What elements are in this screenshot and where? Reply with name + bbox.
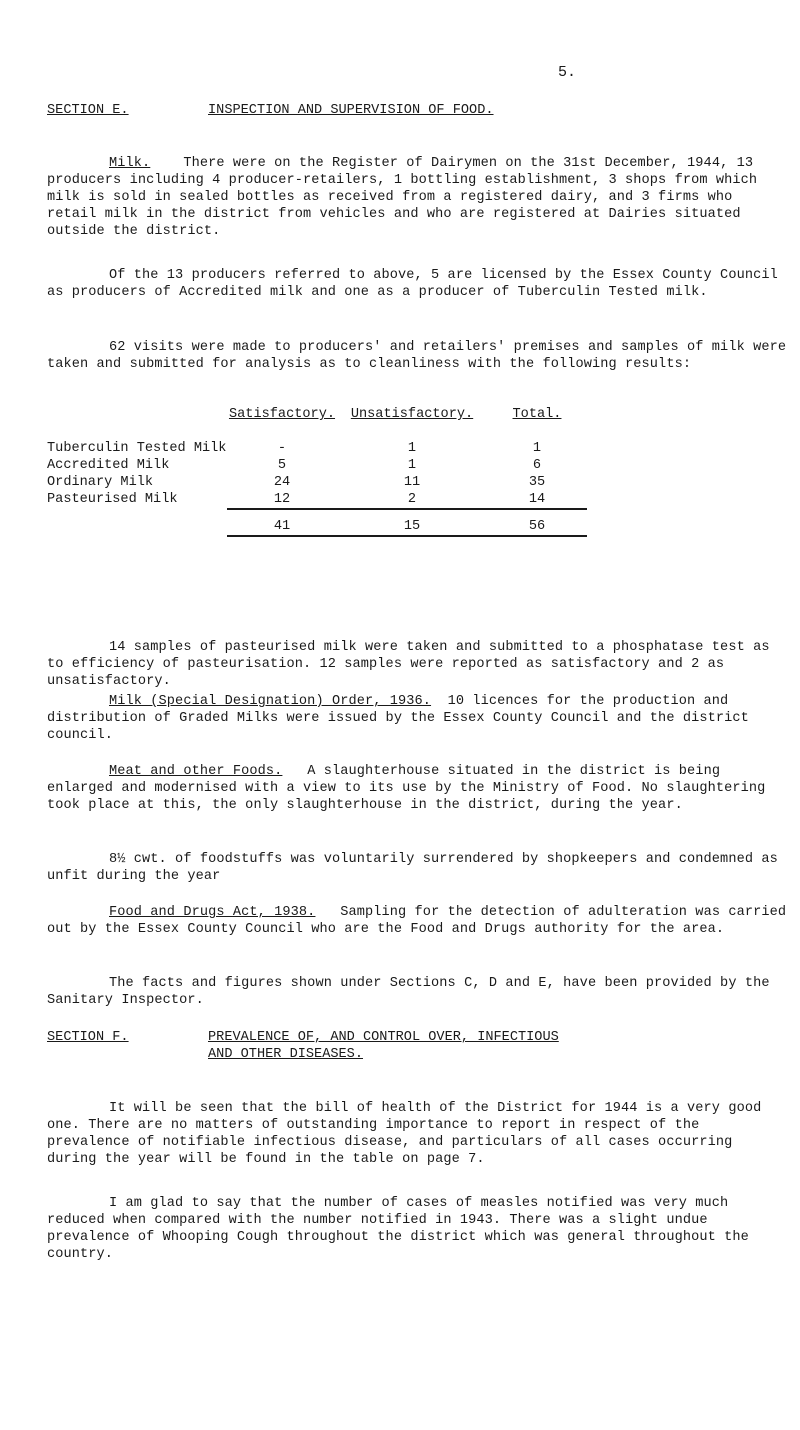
health-paragraph: It will be seen that the bill of health of the District for 1944 is a very good one. There are no matters of outstanding importance to report in respect of the prevalence of notifiable infectious disease, and particulars of all cases occurring during the year will be found in the table on page 7. <box>47 1101 762 1167</box>
table-row <box>47 457 587 474</box>
row-unsatisfactory: 1 <box>407 458 417 473</box>
milk-sampling-table <box>47 406 587 537</box>
totals-label <box>47 518 227 536</box>
row-satisfactory: 5 <box>277 458 287 473</box>
table-header-unsatisfactory: Unsatisfactory. <box>350 407 474 422</box>
totals-unsatisfactory: 15 <box>337 518 487 536</box>
pasteurised-paragraph: 14 samples of pasteurised milk were taken and submitted to a phosphatase test as to efficiency of pasteurisation. 12 samples were reported as satisfactory and 2 as unsatisfactory. <box>47 640 770 689</box>
row-label: Pasteurised Milk <box>47 492 178 507</box>
section-f-heading <box>47 1029 129 1046</box>
table-header-blank <box>47 406 227 423</box>
food-drugs-paragraph <box>47 904 787 938</box>
row-unsatisfactory: 1 <box>407 441 417 456</box>
facts-paragraph: The facts and figures shown under Sections C, D and E, have been provided by the Sanitary Inspector. <box>47 976 770 1008</box>
row-total: 35 <box>528 475 546 490</box>
milk-paragraph-3: 62 visits were made to producers' and retailers' premises and samples of milk were taken and submitted for analysis as to cleanliness with the following results: <box>47 340 787 372</box>
table-header-total: Total. <box>512 407 562 422</box>
milk-heading: Milk. <box>109 156 151 171</box>
section-f-title-line-2: AND OTHER DISEASES. <box>208 1047 363 1062</box>
food-drugs-text: Sampling for the detection of adulteration was carried out by the Essex County Council who are the Food and Drugs authority for the area. <box>47 905 787 937</box>
row-satisfactory: - <box>277 441 287 456</box>
totals-total: 56 <box>487 518 587 536</box>
table-header-satisfactory: Satisfactory. <box>228 407 336 422</box>
section-e-title-wrap <box>208 102 494 119</box>
table-header-row <box>47 406 587 423</box>
meat-heading: Meat and other Foods. <box>109 764 283 779</box>
table-row <box>47 440 587 457</box>
totals-satisfactory: 41 <box>227 518 337 536</box>
special-order-heading: Milk (Special Designation) Order, 1936. <box>109 694 432 709</box>
section-f-label: SECTION F. <box>47 1030 129 1045</box>
row-unsatisfactory: 2 <box>337 491 487 509</box>
measles-paragraph: I am glad to say that the number of cases of measles notified was very much reduced when compared with the number notified in 1943. There was a slight undue prevalence of Whooping Cough throughout the district which was general throughout the country. <box>47 1196 749 1262</box>
page-number: 5. <box>558 64 577 81</box>
milk-paragraph-2: Of the 13 producers referred to above, 5 are licensed by the Essex County Council as producers of Accredited milk and one as a producer of Tuberculin Tested milk. <box>47 268 778 300</box>
row-satisfactory: 24 <box>273 475 291 490</box>
table-row <box>47 491 587 509</box>
row-label: Accredited Milk <box>47 458 170 473</box>
section-e-heading <box>47 102 129 119</box>
meat-text: A slaughterhouse situated in the district is being enlarged and modernised with a view to its use by the Ministry of Food. No slaughtering took place at this, the only slaughterhouse in the district, during the year. <box>47 764 766 813</box>
table-totals-row <box>47 518 587 536</box>
section-e-label: SECTION E. <box>47 103 129 118</box>
row-total: 1 <box>532 441 542 456</box>
special-order-paragraph <box>47 693 787 744</box>
foodstuffs-paragraph: 8½ cwt. of foodstuffs was voluntarily surrendered by shopkeepers and condemned as unfit during the year <box>47 852 778 884</box>
row-satisfactory: 12 <box>227 491 337 509</box>
row-total: 14 <box>487 491 587 509</box>
milk-paragraph-1 <box>47 155 787 240</box>
special-order-text: 10 licences for the production and distribution of Graded Milks were issued by the Essex County Council and the district council. <box>47 694 749 743</box>
food-drugs-heading: Food and Drugs Act, 1938. <box>109 905 316 920</box>
row-label: Tuberculin Tested Milk <box>47 441 227 456</box>
table-row <box>47 474 587 491</box>
section-f-title-line-2-wrap <box>208 1046 363 1063</box>
row-total: 6 <box>532 458 542 473</box>
milk-paragraph-1-text: There were on the Register of Dairymen on the 31st December, 1944, 13 producers including 4 producer-retailers, 1 bottling establishment, 3 shops from which milk is sold in sealed bottles as received from a registered dairy, and 3 firms who retail milk in the district from vehicles and who are registered at Dairies situated outside the district. <box>47 156 758 239</box>
section-f-title-line-1: PREVALENCE OF, AND CONTROL OVER, INFECTIOUS <box>208 1030 559 1045</box>
section-e-title: INSPECTION AND SUPERVISION OF FOOD. <box>208 103 494 118</box>
row-unsatisfactory: 11 <box>403 475 421 490</box>
row-label: Ordinary Milk <box>47 475 154 490</box>
meat-paragraph <box>47 763 787 814</box>
section-f-title-line-1-wrap <box>208 1029 559 1046</box>
